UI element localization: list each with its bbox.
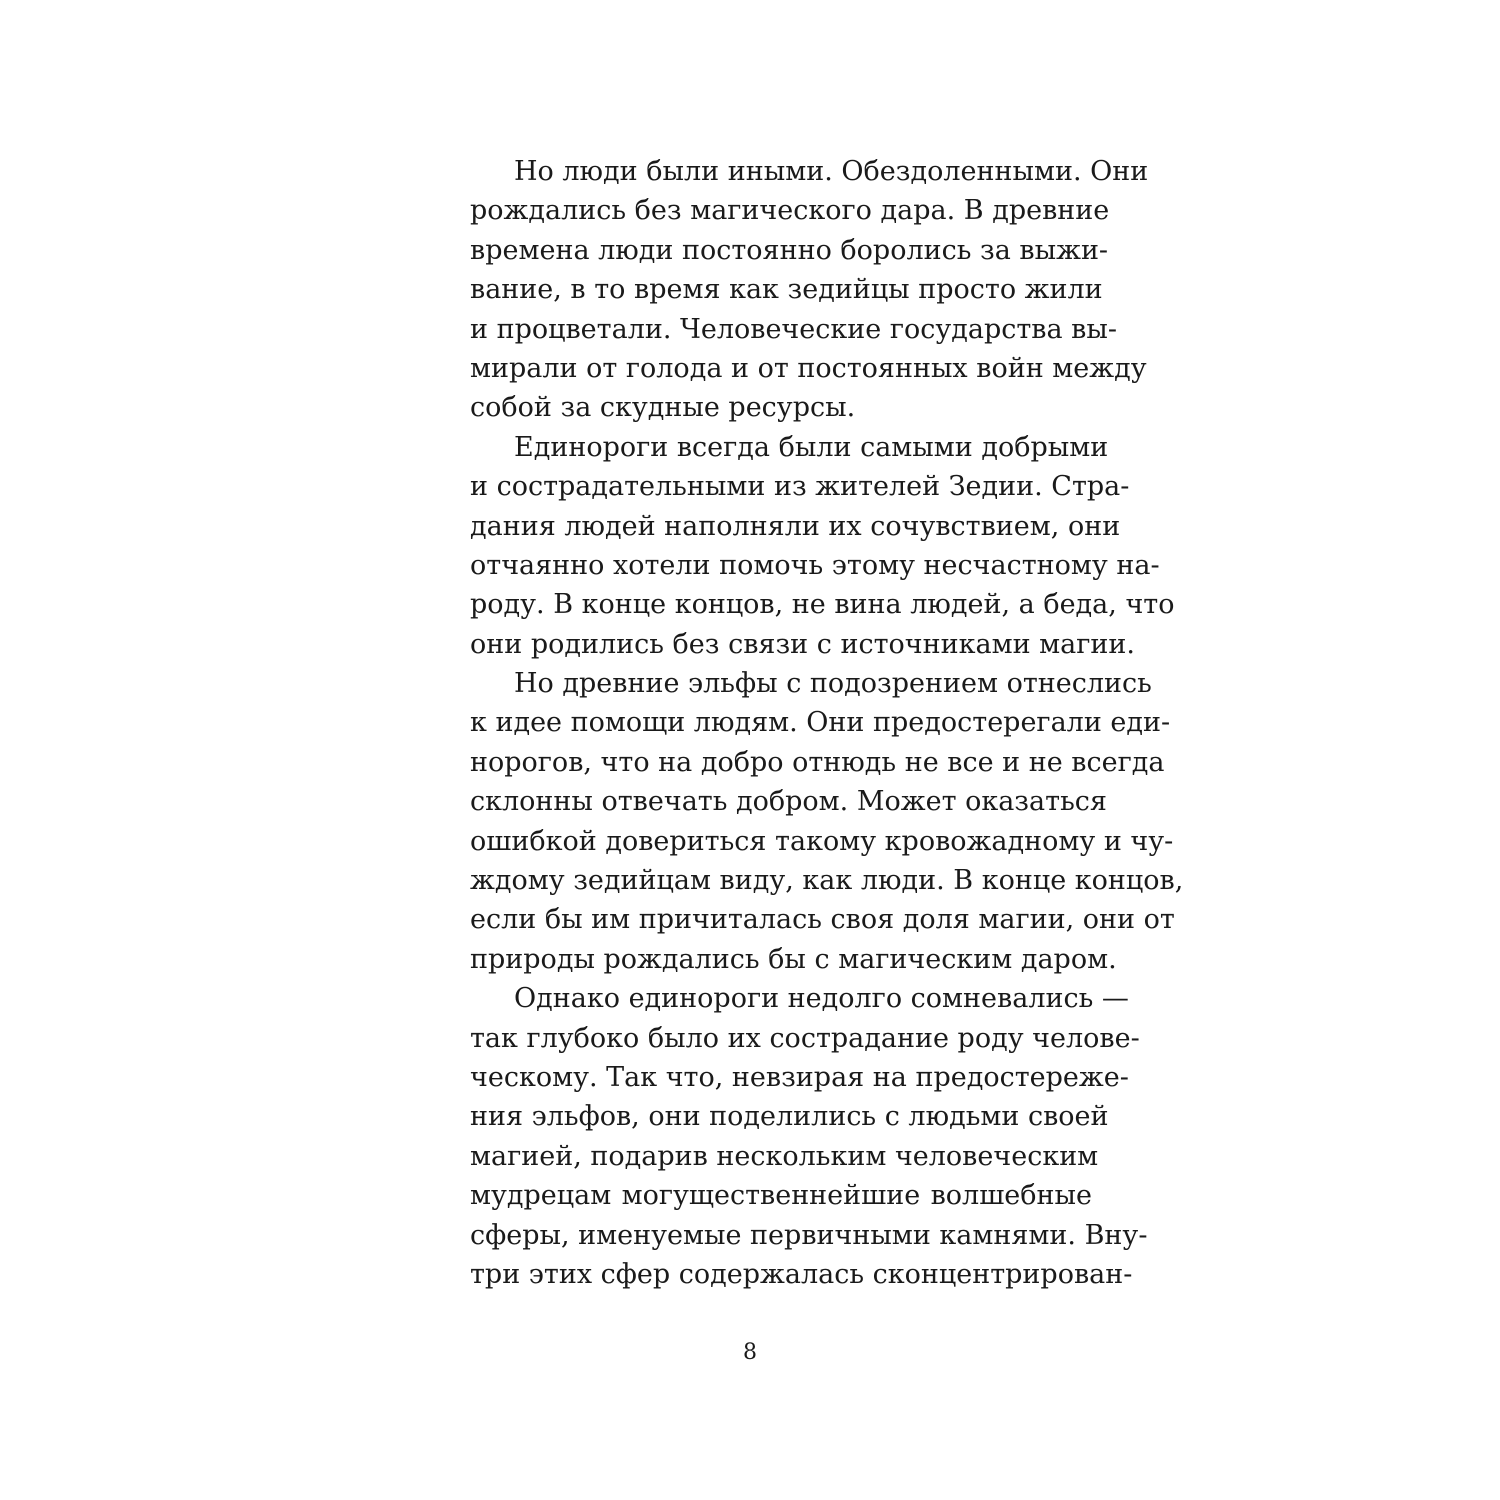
text-line: вание, в то время как зедийцы просто жили [470,274,1103,306]
text-line: дания людей наполняли их сочувствием, они [470,510,1121,542]
body-text [470,152,1184,1294]
paragraph [470,428,1175,664]
text-line: к идее помощи людям. Они предостерегали еди- [470,707,1171,739]
paragraph [470,152,1149,428]
text-line: Однако единороги недолго сомневались — [514,983,1129,1015]
text-line: ошибкой довериться такому кровожадному и чу- [470,825,1174,857]
text-line: три этих сфер содержалась сконцентрирован- [470,1258,1133,1290]
text-line: норогов, что на добро отнюдь не все и не всегда [470,746,1165,778]
text-line: Но древние эльфы с подозрением отнеслись [514,668,1152,700]
text-line: ческому. Так что, невзирая на предостереже- [470,1061,1129,1093]
text-line: и сострадательными из жителей Зедии. Стра- [470,471,1130,503]
text-line: собой за скудные ресурсы. [470,392,856,424]
text-line: Единороги всегда были самыми добрыми [514,431,1109,463]
text-line: если бы им причиталась своя доля магии, они от [470,904,1175,936]
text-line: магией, подарив нескольким человеческим [470,1140,1099,1172]
text-line: и процветали. Человеческие государства вы- [470,313,1117,345]
text-line: отчаянно хотели помочь этому несчастному на- [470,549,1160,581]
text-line: склонны отвечать добром. Может оказаться [470,786,1107,818]
text-line: ния эльфов, они поделились с людьми своей [470,1101,1109,1133]
text-line: так глубоко было их сострадание роду челове- [470,1022,1140,1054]
text-line: они родились без связи с источниками магии. [470,628,1135,660]
paragraph [470,664,1184,979]
text-line: времена люди постоянно боролись за выжи- [470,234,1109,266]
page-number: 8 [743,1340,757,1365]
text-line: ждому зедийцам виду, как люди. В конце концов, [470,865,1184,897]
text-line: мудрецам могущественнейшие волшебные [470,1180,1092,1212]
paragraph [470,979,1148,1294]
text-line: роду. В конце концов, не вина людей, а беда, что [470,589,1175,621]
text-line: рождались без магического дара. В древние [470,195,1110,227]
text-line: природы рождались бы с магическим даром. [470,943,1117,975]
text-line: мирали от голода и от постоянных войн между [470,352,1147,384]
text-line: Но люди были иными. Обездоленными. Они [514,156,1149,187]
text-line: сферы, именуемые первичными камнями. Вну- [470,1219,1148,1251]
